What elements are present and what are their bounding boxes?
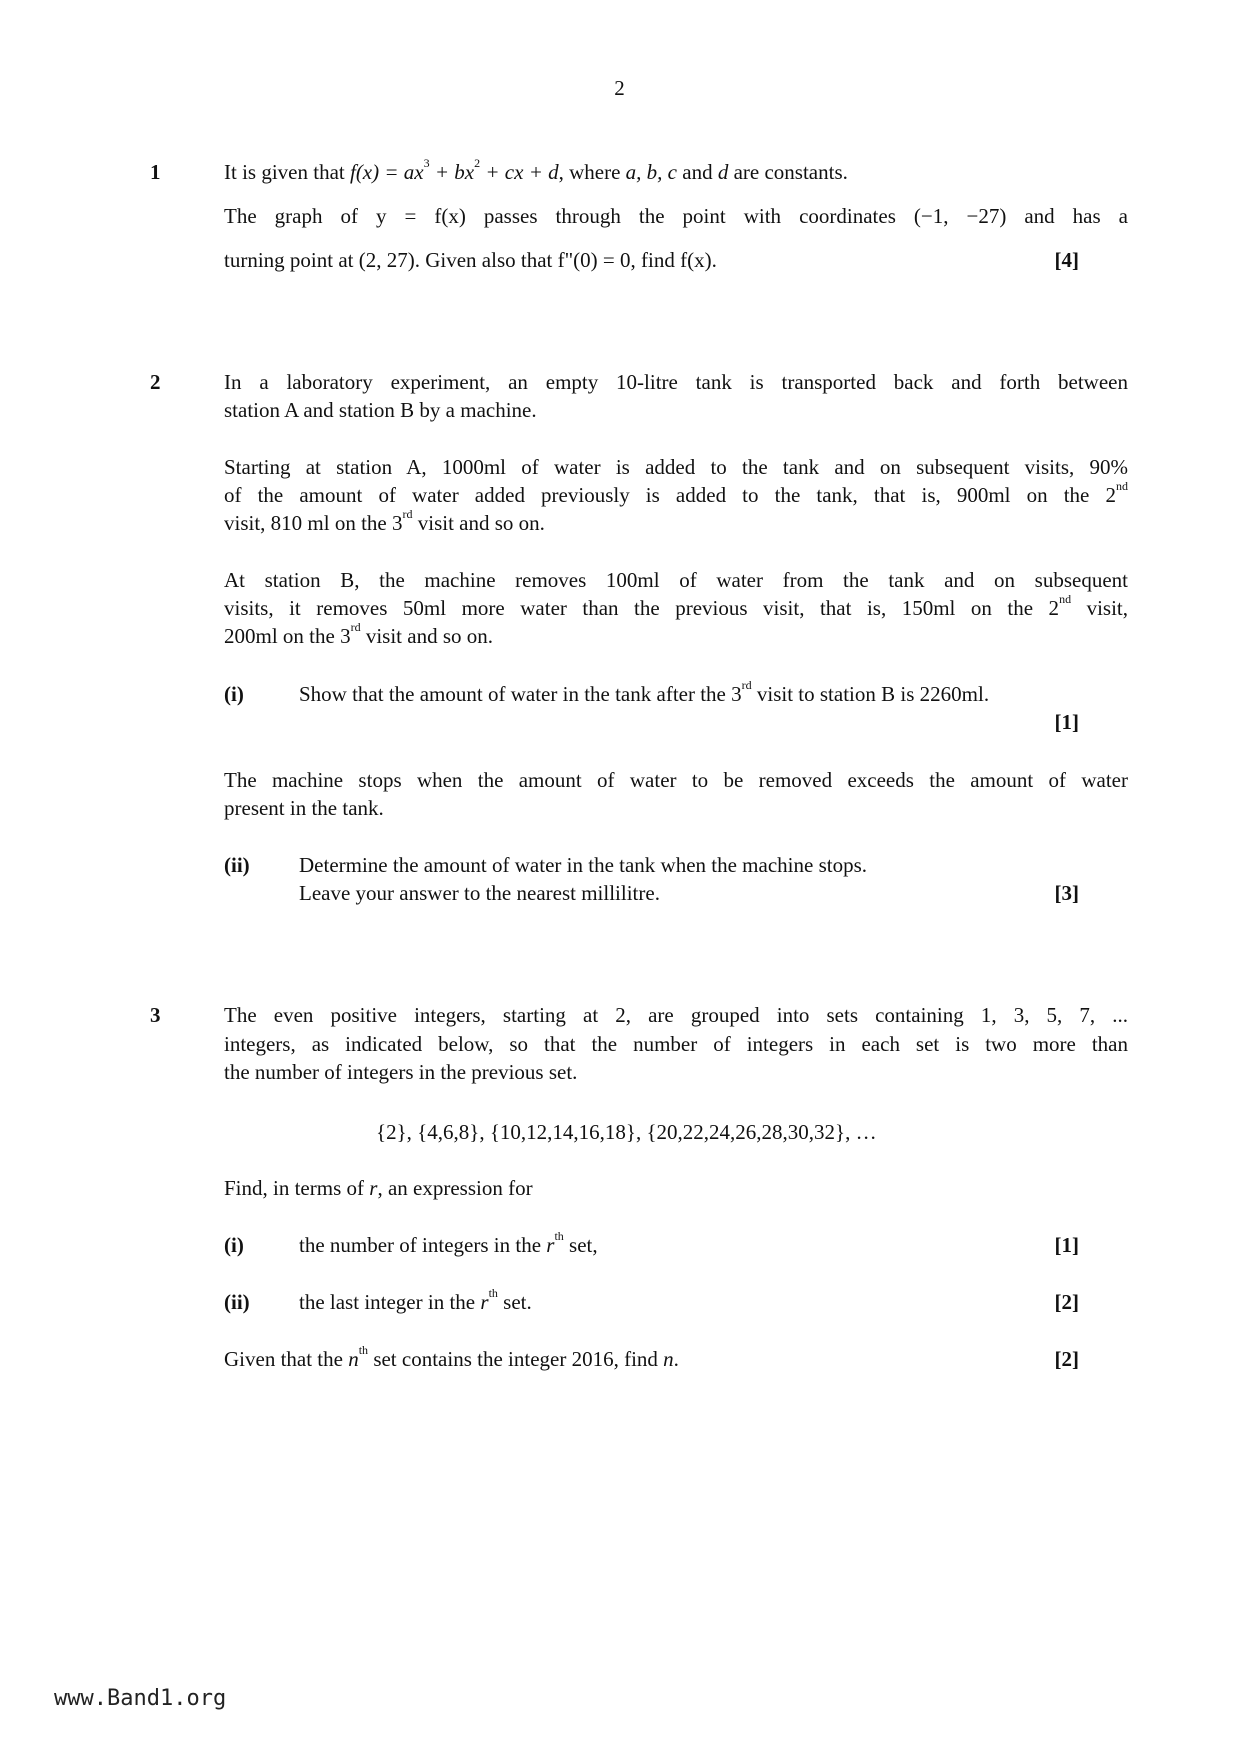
question-2-para-4-line-1: The machine stops when the amount of water to be removed exceeds the amount of water xyxy=(224,768,1128,792)
question-2-para-2-line-2: of the amount of water added previously is added to the tank, that is, 900ml on the 2nd xyxy=(224,479,1128,507)
question-1-line-1: It is given that $f(x) = ax^3 + bx^2$ + cx + d, where a, b, c and d are constants. xyxy=(224,156,848,184)
question-3-sets: {2}, {4,6,8}, {10,12,14,16,18}, {20,22,24,26,28,30,32}, … xyxy=(376,1120,877,1144)
question-1-line-2: The graph of y = f(x) passes through the point with coordinates (−1, −27) and has a xyxy=(224,204,1128,228)
question-3-final-mark: [2] xyxy=(1054,1347,1079,1371)
question-2-para-2-line-1: Starting at station A, 1000ml of water is added to the tank and on subsequent visits, 90% xyxy=(224,455,1128,479)
question-1-mark: [4] xyxy=(1054,248,1079,272)
question-3-part-i-text: the number of integers in the $r^{th}$ set, xyxy=(299,1229,598,1257)
question-2-part-ii-line-1: Determine the amount of water in the tank when the machine stops. xyxy=(299,853,867,877)
question-2-para-4-line-2: present in the tank. xyxy=(224,796,384,820)
question-3-find: Find, in terms of r, an expression for xyxy=(224,1176,533,1200)
page-number: 2 xyxy=(614,76,625,100)
question-1-number: 1 xyxy=(150,160,161,184)
question-2-part-ii-mark: [3] xyxy=(1054,881,1079,905)
question-2-para-2-line-3: visit, 810 ml on the 3rd visit and so on. xyxy=(224,507,545,535)
question-3-part-i-mark: [1] xyxy=(1054,1233,1079,1257)
question-3-line-1: The even positive integers, starting at 2, are grouped into sets containing 1, 3, 5, 7, ... xyxy=(224,1003,1128,1027)
question-2-part-ii-label: (ii) xyxy=(224,853,250,877)
question-2-para-3-line-2: visits, it removes 50ml more water than the previous visit, that is, 150ml on the 2nd visit, xyxy=(224,592,1128,620)
question-2-para-3-line-3: 200ml on the 3rd visit and so on. xyxy=(224,620,493,648)
question-3-part-ii-label: (ii) xyxy=(224,1290,250,1314)
question-1-line-3: turning point at (2, 27). Given also that f"(0) = 0, find f(x). xyxy=(224,248,717,272)
question-3-line-3: the number of integers in the previous set. xyxy=(224,1060,578,1084)
question-3-final: Given that the $n^{th}$ set contains the integer 2016, find n. xyxy=(224,1343,679,1371)
question-2-part-i-text: Show that the amount of water in the tank after the 3rd visit to station B is 2260ml. xyxy=(299,678,990,706)
question-2-part-ii-line-2: Leave your answer to the nearest millilitre. xyxy=(299,881,660,905)
question-2-part-i-label: (i) xyxy=(224,682,244,706)
question-3-part-ii-mark: [2] xyxy=(1054,1290,1079,1314)
question-2-para-1-line-2: station A and station B by a machine. xyxy=(224,398,537,422)
question-2-part-i-mark: [1] xyxy=(1054,710,1079,734)
question-3-line-2: integers, as indicated below, so that the number of integers in each set is two more than xyxy=(224,1032,1128,1056)
question-3-part-i-label: (i) xyxy=(224,1233,244,1257)
question-3-part-ii-text: the last integer in the $r^{th}$ set. xyxy=(299,1286,532,1314)
question-2-para-3-line-1: At station B, the machine removes 100ml of water from the tank and on subsequent xyxy=(224,568,1128,592)
question-2-para-1-line-1: In a laboratory experiment, an empty 10-litre tank is transported back and forth between xyxy=(224,370,1128,394)
question-2-number: 2 xyxy=(150,370,161,394)
question-3-number: 3 xyxy=(150,1003,161,1027)
footer-website: www.Band1.org xyxy=(54,1686,227,1711)
